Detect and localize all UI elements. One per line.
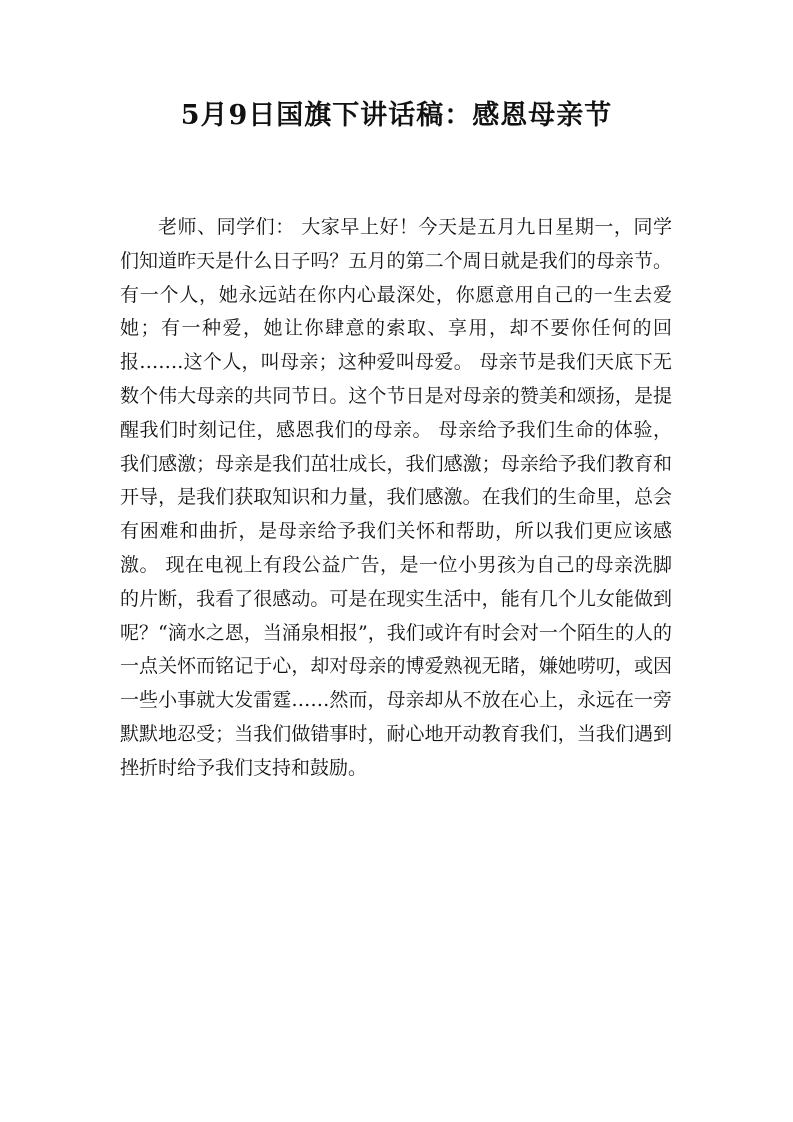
- document-body-paragraph: 老师、同学们： 大家早上好！今天是五月九日星期一，同学们知道昨天是什么日子吗？五月的第二个周日就是我们的母亲节。 有一个人，她永远站在你内心最深处，你愿意用自己的一生去爱她；有一种爱，她让你肆意的索取、享用，却不要你任何的回报…….这个人，叫母亲；这种爱叫母爱。 母亲节是我们天底下无数个伟大母亲的共同节日。这个节日是对母亲的赞美和颂扬，是提醒我们时刻记住，感恩我们的母亲。 母亲给予我们生命的体验，我们感激；母亲是我们茁壮成长，我们感激；母亲给予我们教育和开导，是我们获取知识和力量，我们感激。在我们的生命里，总会有困难和曲折，是母亲给予我们关怀和帮助，所以我们更应该感激。 现在电视上有段公益广告，是一位小男孩为自己的母亲洗脚的片断，我看了很感动。可是在现实生活中，能有几个儿女能做到呢？“滴水之恩，当涌泉相报”，我们或许有时会对一个陌生的人的一点关怀而铭记于心，却对母亲的博爱熟视无睹，嫌她唠叨，或因一些小事就大发雷霆……然而，母亲却从不放在心上，永远在一旁默默地忍受；当我们做错事时，耐心地开动教育我们，当我们遇到挫折时给予我们支持和鼓励。: [120, 216, 672, 779]
- document-title: 5月9日国旗下讲话稿：感恩母亲节: [180, 100, 613, 131]
